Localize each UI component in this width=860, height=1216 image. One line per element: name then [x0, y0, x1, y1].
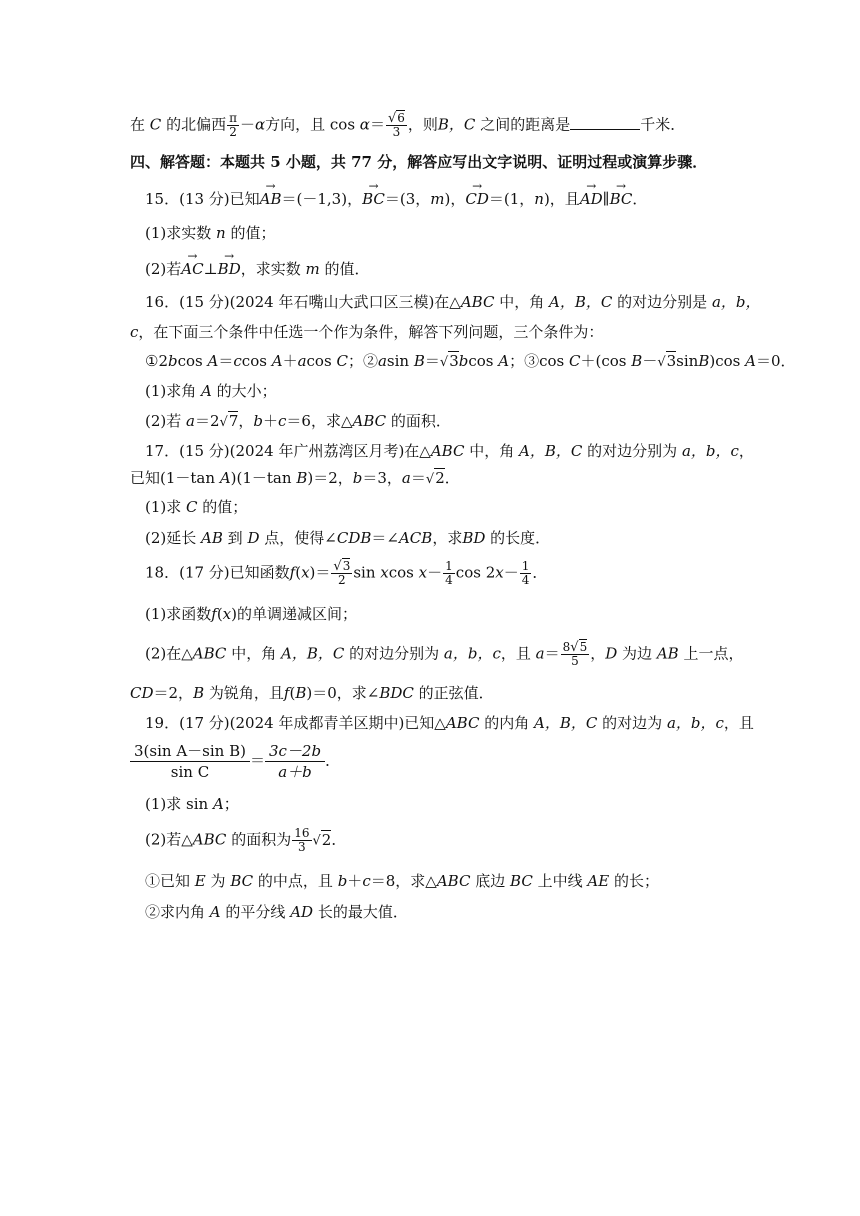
q18-part2: (2)在△ABC 中，角 A，B，C 的对边分别为 a，b，c，且 a＝ $\frac{8√5}{5}$ ，D 为边 AB 上一点，: [145, 640, 744, 668]
q19-part2-sub1: ①已知 E 为 BC 的中点，且 b＋c＝8，求△ABC 底边 BC 上中线 AE 的长；: [145, 872, 659, 890]
q19-part2-sub2: ②求内角 A 的平分线 AD 长的最大值．: [145, 903, 408, 921]
q17-part1: (1)求 C 的值；: [145, 498, 248, 516]
q15-stem: 15．(13 分)已知→ AB＝(－1,3)，→ BC＝(3，m)，→ CD＝(1，n)，且→ AD∥→ BC．: [145, 188, 647, 210]
q17-stem-line1: 17．(15 分)(2024 年广州荔湾区月考)在△ABC 中，角 A，B，C 的对边分别为 a，b，c，: [145, 442, 754, 460]
q19-equation: $\frac{\text{3(sin A－sin B)}}{\text{sin C}}$ ＝ $\frac{3c-2b}{a+b}$ ．: [130, 741, 340, 782]
section-4-heading: 四、解答题：本题共 5 小题，共 77 分，解答应写出文字说明、证明过程或演算步骤．: [130, 153, 708, 171]
8sqrt5-over-5-fraction: $\frac{8√5}{5}$: [562, 640, 588, 668]
q17-stem-line2: 已知(1－tan A)(1－tan B)＝2，b＝3，a＝√2．: [130, 469, 460, 487]
16-over-3-fraction: $\frac{16}{3}$: [294, 826, 310, 854]
q19-part2: (2)若△ABC 的面积为 $\frac{16}{3}$ √2．: [145, 826, 347, 854]
q19-part1: (1)求 sin A；: [145, 795, 239, 813]
q17-part2: (2)延长 AB 到 D 点，使得∠CDB＝∠ACB，求BD 的长度．: [145, 529, 551, 547]
rhs-fraction: $\frac{3c-2b}{a+b}$: [265, 741, 325, 782]
q16-stem-line1: 16．(15 分)(2024 年石嘴山大武口区三模)在△ABC 中，角 A，B，C 的对边分别是 a，b，: [145, 293, 761, 311]
q18-part2-cont: CD＝2，B 为锐角，且f(B)＝0，求∠BDC 的正弦值．: [130, 684, 494, 702]
q19-stem-line1: 19．(17 分)(2024 年成都青羊区期中)已知△ABC 的内角 A，B，C 的对边为 a，b，c，且: [145, 714, 754, 732]
q16-conditions: ①2bcos A＝ccos A＋acos C；②asin B＝√3bcos A；③cos C＋(cos B－√3sinB)cos A＝0．: [145, 352, 796, 370]
q16-part2: (2)若 a＝2√7，b＋c＝6，求△ABC 的面积．: [145, 412, 451, 430]
q15-part2: (2)若→ AC⊥→ BD，求实数 m 的值．: [145, 258, 370, 280]
answer-blank: [570, 115, 640, 130]
one-quarter-fraction: $\frac{1}{4}$: [445, 559, 453, 587]
pi-over-2-fraction: $\frac{\pi}{2}$: [229, 111, 237, 139]
sqrt3-over-2-fraction: $\frac{√3}{2}$: [333, 559, 351, 587]
q15-part1: (1)求实数 n 的值；: [145, 224, 276, 242]
q16-stem-line2: c，在下面三个条件中任选一个作为条件，解答下列问题，三个条件为：: [130, 323, 604, 341]
q18-part1: (1)求函数f(x)的单调递减区间；: [145, 605, 357, 623]
lhs-fraction: $\frac{\text{3(sin A－sin B)}}{\text{sin C}}$: [130, 741, 250, 782]
one-quarter-fraction: $\frac{1}{4}$: [521, 559, 530, 587]
sqrt6-over-3-fraction: $\frac{√6}{3}$: [387, 111, 405, 139]
q18-stem: 18．(17 分)已知函数f(x)＝ $\frac{√3}{2}$ sin xcos x－ $\frac{1}{4}$ cos 2x－ $\frac{1}{4}$ ．: [145, 559, 548, 587]
q14-tail-line: 在 C 的北偏西 $\frac{\pi}{2}$ －α方向，且 cos α＝ $\frac{√6}{3}$ ，则B，C 之间的距离是 千米．: [130, 111, 686, 139]
q16-part1: (1)求角 A 的大小；: [145, 382, 277, 400]
